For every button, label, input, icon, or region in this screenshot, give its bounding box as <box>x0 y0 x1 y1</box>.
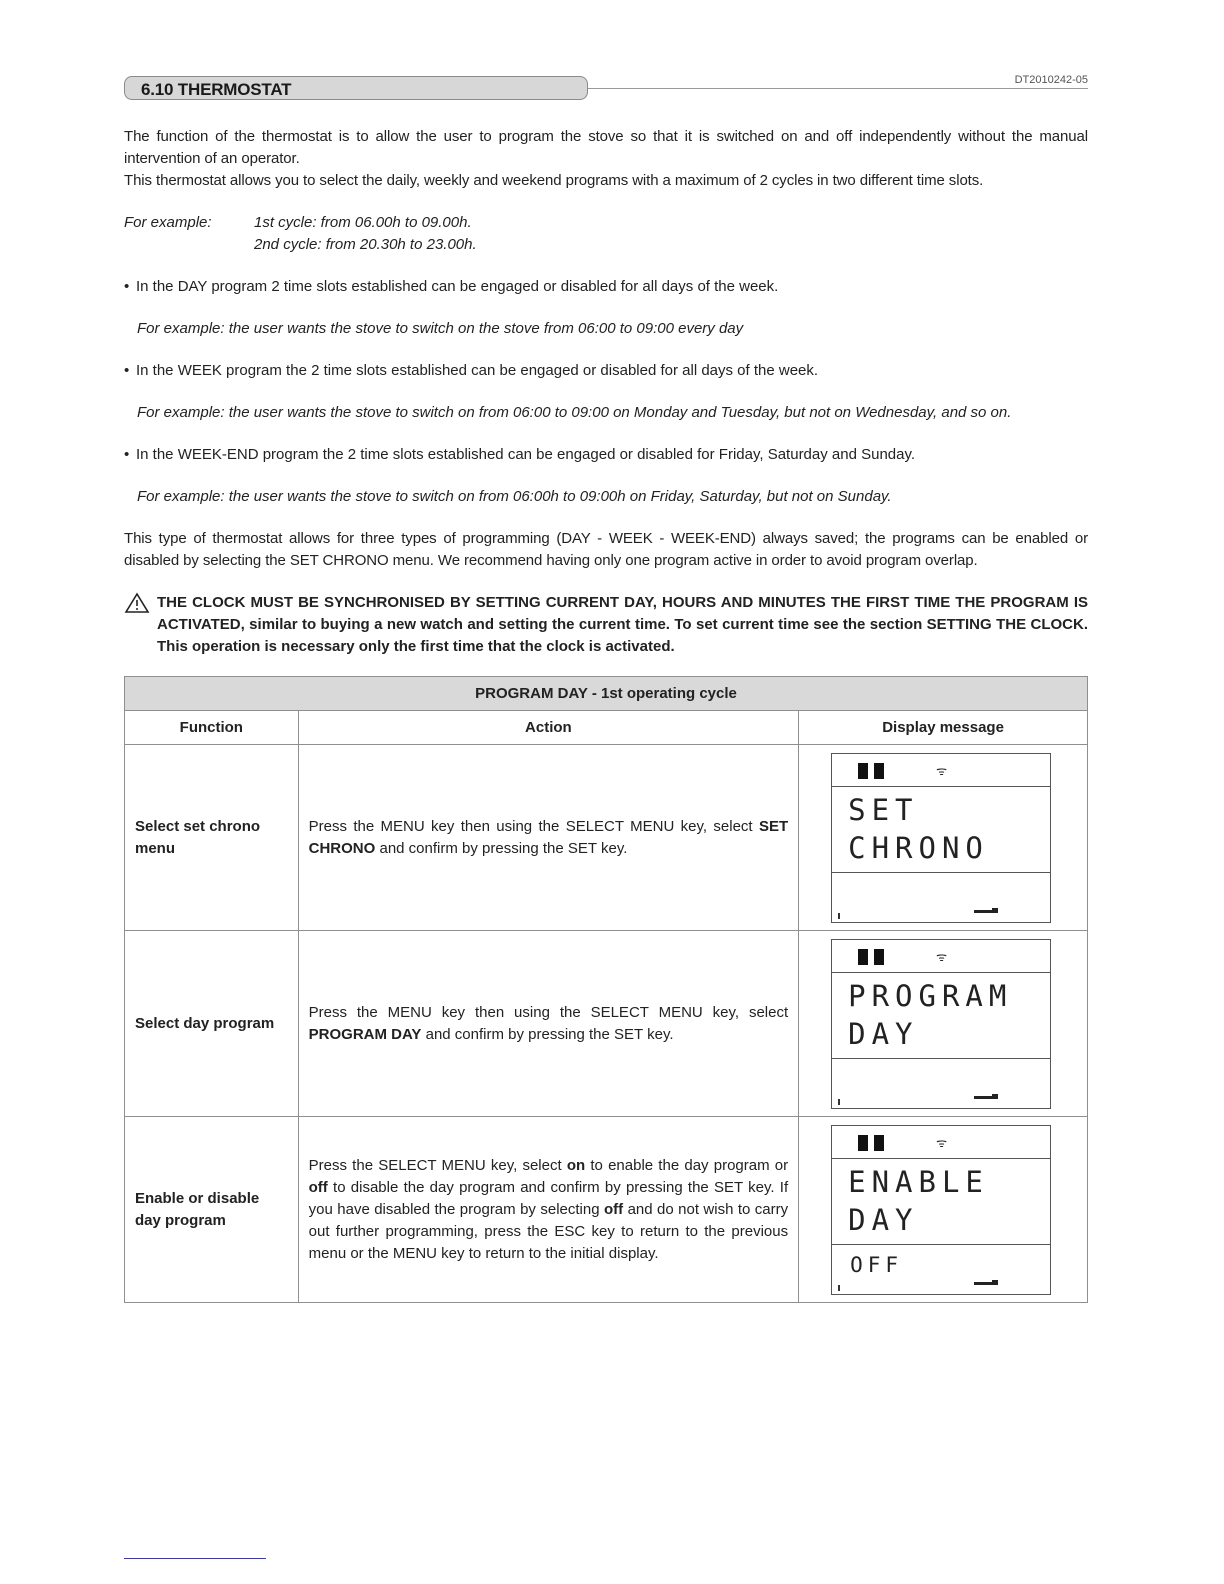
lcd-segment-block <box>858 763 868 779</box>
example-cycle-2: 2nd cycle: from 20.30h to 23.00h. <box>254 236 477 253</box>
lcd-line-1: SET <box>848 792 919 827</box>
lcd-line-1: ENABLE <box>848 1164 989 1199</box>
programming-types-text: This type of thermostat allows for three types of programming (DAY - WEEK - WEEK-END) always saved; the programs can be enabled or disabled by selecting the SET CHRONO menu. We recommend having only one program active in order to avoid program overlap. <box>124 530 1088 569</box>
table-title: PROGRAM DAY - 1st operating cycle <box>125 677 1088 711</box>
header-action: Action <box>298 711 798 745</box>
action-keyword: off <box>603 1200 624 1218</box>
section-title: 6.10 THERMOSTAT <box>141 80 292 99</box>
function-cell: Select set chrono menu <box>125 745 299 931</box>
header-function: Function <box>125 711 299 745</box>
function-cell: Enable or disable day program <box>125 1117 299 1303</box>
lcd-display <box>831 939 1051 1109</box>
action-keyword: off <box>308 1178 328 1196</box>
lcd-segment-block <box>874 1135 884 1151</box>
header-rule <box>588 88 1088 89</box>
lcd-status: OFF <box>850 1252 904 1277</box>
bullet-text: In the WEEK-END program the 2 time slots established can be engaged or disabled for Friday, Saturday and Sunday. <box>136 446 916 463</box>
table-row <box>125 1117 1088 1303</box>
section-title-tab <box>124 76 588 100</box>
header-display-message: Display message <box>799 711 1088 745</box>
action-text: Press the SELECT MENU key, select <box>308 1156 567 1174</box>
lcd-display <box>831 1125 1051 1295</box>
antenna-icon: ᯤ <box>936 949 948 964</box>
clock-warning <box>124 592 1088 658</box>
section-header <box>124 72 1088 104</box>
intro-text <box>124 126 1088 192</box>
lcd-line-2: DAY <box>848 1202 919 1237</box>
bullet-text: In the WEEK program the 2 time slots established can be engaged or disabled for all days of the week. <box>136 362 819 379</box>
display-cell <box>799 931 1088 1117</box>
lcd-segment-block <box>874 763 884 779</box>
document-code: DT2010242-05 <box>1014 74 1088 86</box>
bullet-text: In the DAY program 2 time slots established can be engaged or disabled for all days of the week. <box>136 278 779 295</box>
table-row <box>125 931 1088 1117</box>
display-cell <box>799 1117 1088 1303</box>
warning-text: THE CLOCK MUST BE SYNCHRONISED BY SETTING CURRENT DAY, HOURS AND MINUTES THE FIRST TIME THE PROGRAM IS ACTIVATED, similar to buying a new watch and setting the current time. To set current time see the section SETTING THE CLOCK. This operation is necessary only the first time that the clock is activated. <box>157 594 1088 655</box>
action-cell: Press the MENU key then using the SELECT MENU key, select SET CHRONO and confirm by pressing the SET key. <box>298 745 798 931</box>
action-text: to enable the day program or <box>585 1156 789 1174</box>
lcd-segment-block <box>858 1135 868 1151</box>
bullet-day-program: • In the DAY program 2 time slots established can be engaged or disabled for all days of the week. <box>124 278 779 295</box>
antenna-icon: ᯤ <box>936 1135 948 1150</box>
display-cell <box>799 745 1088 931</box>
bullet-example-day: For example: the user wants the stove to switch on the stove from 06:00 to 09:00 every day <box>137 320 744 337</box>
bullet-weekend-program: • In the WEEK-END program the 2 time slots established can be engaged or disabled for Friday, Saturday and Sunday. <box>124 446 916 463</box>
action-text: to disable the day program and confirm by pressing the SET key. If you have disabled the program by selecting <box>308 1178 789 1218</box>
lcd-line-2: DAY <box>848 1016 919 1051</box>
example-label: For example: <box>124 214 212 231</box>
example-cycle-1: 1st cycle: from 06.00h to 09.00h. <box>254 214 472 231</box>
antenna-icon: ᯤ <box>936 763 948 778</box>
intro-paragraph-2: This thermostat allows you to select the daily, weekly and weekend programs with a maximum of 2 cycles in two different time slots. <box>124 172 984 189</box>
lcd-segment-block <box>874 949 884 965</box>
table-row <box>125 745 1088 931</box>
function-cell: Select day program <box>125 931 299 1117</box>
bullet-week-program: • In the WEEK program the 2 time slots established can be engaged or disabled for all days of the week. <box>124 362 819 379</box>
footnote-rule <box>124 1558 266 1559</box>
bullet-example-weekend: For example: the user wants the stove to switch on from 06:00h to 09:00h on Friday, Saturday, but not on Sunday. <box>137 488 892 505</box>
intro-paragraph-1: The function of the thermostat is to allow the user to program the stove so that it is switched on and off independently without the manual intervention of an operator. <box>124 128 1088 167</box>
lcd-display <box>831 753 1051 923</box>
action-keyword: on <box>566 1156 586 1174</box>
lcd-segment-block <box>858 949 868 965</box>
action-cell <box>298 1117 798 1303</box>
lcd-line-2: CHRONO <box>848 830 989 865</box>
lcd-line-1: PROGRAM <box>848 978 1013 1013</box>
program-day-table <box>124 676 1088 1303</box>
bullet-example-week: For example: the user wants the stove to switch on from 06:00 to 09:00 on Monday and Tuesday, but not on Wednesday, and so on. <box>137 404 1012 421</box>
action-text: and do not wish to carry out further programming, press the ESC key to return to the previous menu or the MENU key to return to the initial display. <box>308 1200 789 1262</box>
manual-page <box>124 72 1088 1303</box>
cycle-example <box>124 212 1088 256</box>
action-cell: Press the MENU key then using the SELECT MENU key, select PROGRAM DAY and confirm by pressing the SET key. <box>298 931 798 1117</box>
warning-triangle-icon <box>124 592 157 658</box>
